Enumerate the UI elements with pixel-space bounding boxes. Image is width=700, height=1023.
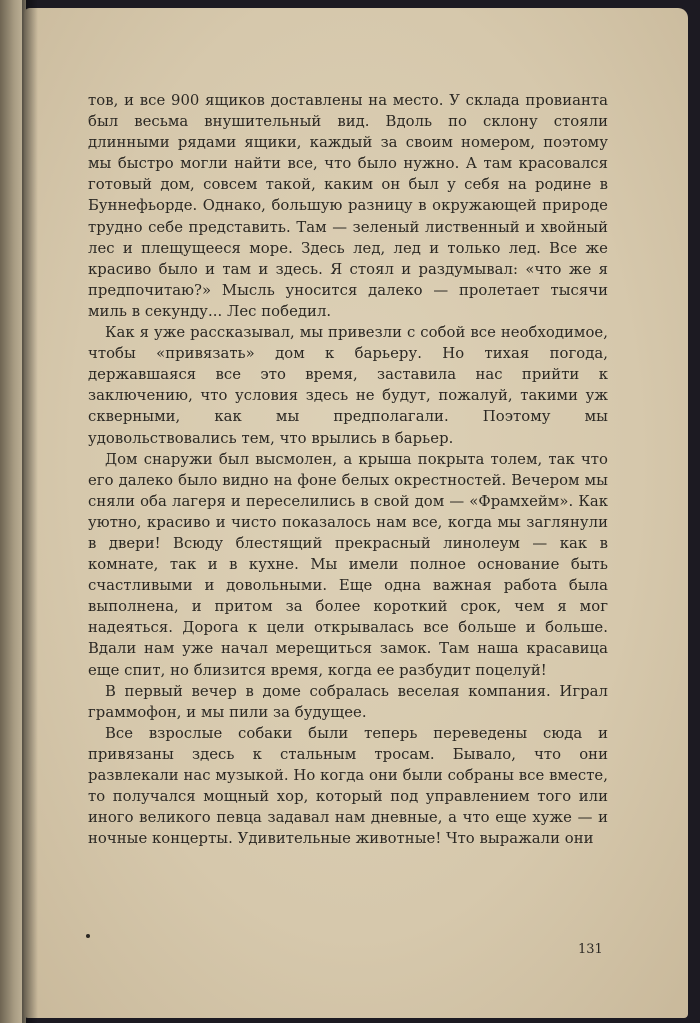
paragraph-2: Как я уже рассказывал, мы привезли с собой все необходимое, чтобы «привязать» дом к барьеру. Но тихая погода, державшаяся все это время, заставила нас прийти к заключению, что условия здесь не будут, пожалуй, такими уж скверными, как мы предполагали. Поэтому мы удовольствовались тем, что врылись в барьер. — [88, 324, 608, 447]
paragraph-1: тов, и все 900 ящиков доставлены на место. У склада провианта был весьма внушительный вид. Вдоль по склону стояли длинными рядами ящики, каждый за своим номером, поэтому мы быстро могли найти все, что было нужно. А там красовался готовый дом, совсем такой, каким он был у себя на родине в Буннефьорде. Однако, большую разницу в окружающей природе трудно себе представить. Там — зеленый лиственный и хвойный лес и плещущееся море. Здесь лед, лед и только лед. Все же красиво было и там и здесь. Я стоял и раздумывал: «что же я предпочитаю?» Мысль уносится далеко — пролетает тысячи миль в секунду... Лес победил. — [88, 92, 608, 320]
paragraph-4: В первый вечер в доме собралась веселая компания. Играл граммофон, и мы пили за будущее. — [88, 682, 608, 721]
page-text — [88, 90, 608, 849]
paragraph-5: Все взрослые собаки были теперь переведены сюда и привязаны здесь к стальным тросам. Бывало, что они развлекали нас музыкой. Но когда они были собраны все вместе, то получался мощный хор, который под управлением того или иного великого певца задавал нам дневные, а что еще хуже — и ночные концерты. Удивительные животные! Что выражали они — [88, 724, 608, 848]
page-number: 131 — [578, 942, 603, 957]
gutter-shadow — [22, 0, 38, 1023]
paragraph-3: Дом снаружи был высмолен, а крыша покрыта толем, так что его далеко было видно на фоне белых окрестностей. Вечером мы сняли оба лагеря и переселились в свой дом — «Фрамхейм». Как уютно, красиво и чисто показалось нам все, когда мы заглянули в двери! Всюду блестящий прекрасный линолеум — как в комнате, так и в кухне. Мы имели полное основание быть счастливыми и довольными. Еще одна важная работа была выполнена, и притом за более короткий срок, чем я мог надеяться. Дорога к цели открывалась все больше и больше. Вдали нам уже начал мерещиться замок. Там наша красавица еще спит, но близится время, когда ее разбудит поцелуй! — [88, 450, 608, 679]
printer-mark — [86, 934, 90, 938]
